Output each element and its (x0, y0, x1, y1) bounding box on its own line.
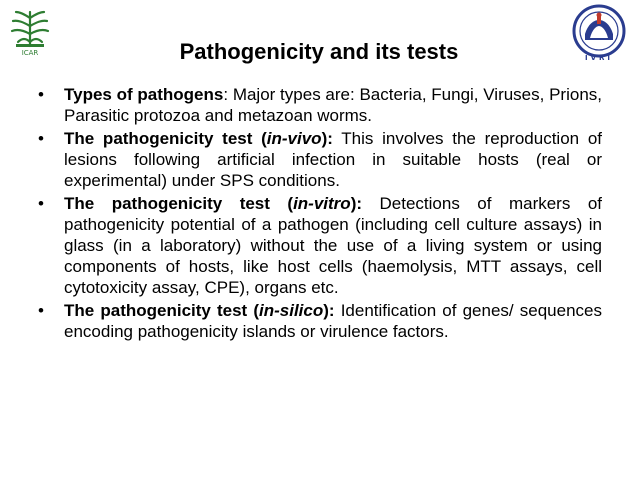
ivri-logo-text: IVRI (584, 54, 614, 62)
bullet-dot-icon: • (38, 301, 44, 320)
bullet-lead-suffix: ): (323, 301, 335, 320)
icar-logo-text: ICAR (21, 49, 39, 57)
bullet-lead-prefix: The pathogenicity test ( (64, 129, 267, 148)
bullet-types-of-pathogens (32, 84, 602, 126)
bullet-lead-italic: in-silico (259, 301, 324, 320)
bullet-dot-icon: • (38, 85, 44, 104)
bullet-separator: : (223, 85, 229, 104)
slide-title: Pathogenicity and its tests (179, 39, 459, 64)
bullet-list (32, 84, 602, 344)
bullet-lead-suffix: ): (350, 194, 363, 213)
bullet-lead-italic: in-vivo (266, 129, 322, 148)
bullet-body: Identification of genes/ sequences encoding pathogenicity islands or virulence factors. (64, 301, 602, 341)
bullet-in-silico-test (32, 300, 602, 342)
bullet-lead-suffix: ): (321, 129, 333, 148)
bullet-in-vivo-test (32, 128, 602, 191)
bullet-lead-prefix: The pathogenicity test ( (64, 301, 260, 320)
bullet-lead: Types of pathogens (64, 85, 224, 104)
bullet-body: This involves the reproduction of lesions following artificial infection in suitable hosts (real or experimental) under SPS conditions. (64, 129, 602, 190)
bullet-body: Major types are: Bacteria, Fungi, Viruses, Prions, Parasitic protozoa and metazoan worms. (64, 85, 603, 125)
bullet-lead-prefix: The pathogenicity test ( (64, 194, 294, 213)
bullet-lead-italic: in-vitro (293, 194, 351, 213)
bullet-dot-icon: • (38, 129, 44, 148)
bullet-body: Detections of markers of pathogenicity potential of a pathogen (including cell culture assays) in glass (in a laboratory) without the use of a living system or using components of hosts, like host cells (haemolysis, MTT assays, cell cytotoxicity assay, CPE), organs etc. (64, 194, 603, 297)
bullet-in-vitro-test (32, 193, 602, 298)
bullet-dot-icon: • (38, 194, 44, 213)
